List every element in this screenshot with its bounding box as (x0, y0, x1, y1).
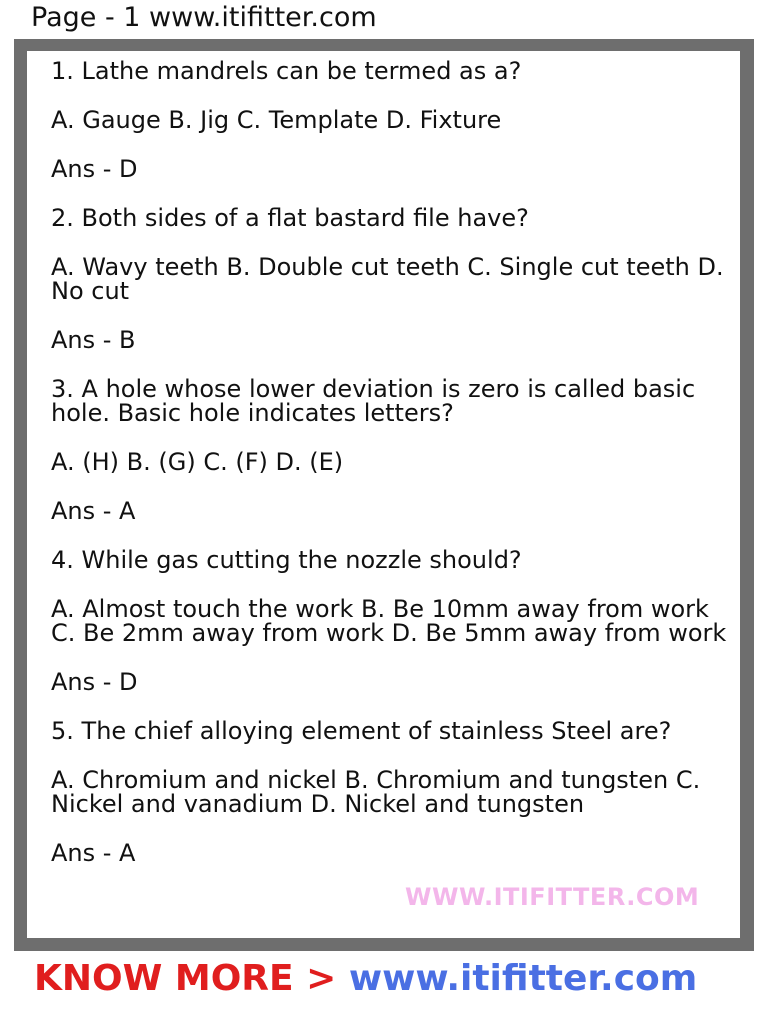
options-2: A. Wavy teeth B. Double cut teeth C. Single cut teeth D. No cut (51, 253, 724, 305)
question-2: 2. Both sides of a flat bastard file have? (51, 204, 529, 232)
content-panel (27, 51, 740, 938)
answer-5: Ans - A (51, 839, 136, 867)
know-more-link[interactable]: KNOW MORE > (34, 958, 337, 999)
options-4: A. Almost touch the work B. Be 10mm away from work C. Be 2mm away from work D. Be 5mm away from work (51, 595, 727, 647)
page-header: Page - 1 www.itifitter.com (31, 2, 377, 33)
question-3: 3. A hole whose lower deviation is zero is called basic hole. Basic hole indicates letters? (51, 375, 696, 427)
question-1: 1. Lathe mandrels can be termed as a? (51, 57, 522, 85)
options-1: A. Gauge B. Jig C. Template D. Fixture (51, 106, 502, 134)
answer-3: Ans - A (51, 497, 136, 525)
question-4: 4. While gas cutting the nozzle should? (51, 546, 522, 574)
options-5: A. Chromium and nickel B. Chromium and tungsten C. Nickel and vanadium D. Nickel and tungsten (51, 766, 701, 818)
answer-1: Ans - D (51, 155, 138, 183)
options-3: A. (H) B. (G) C. (F) D. (E) (51, 448, 344, 476)
answer-2: Ans - B (51, 326, 136, 354)
site-url-link[interactable]: www.itifitter.com (348, 958, 698, 999)
answer-4: Ans - D (51, 668, 138, 696)
watermark: WWW.ITIFITTER.COM (405, 883, 700, 911)
footer-banner (34, 955, 697, 1005)
qa-list (51, 59, 731, 890)
question-5: 5. The chief alloying element of stainless Steel are? (51, 717, 672, 745)
